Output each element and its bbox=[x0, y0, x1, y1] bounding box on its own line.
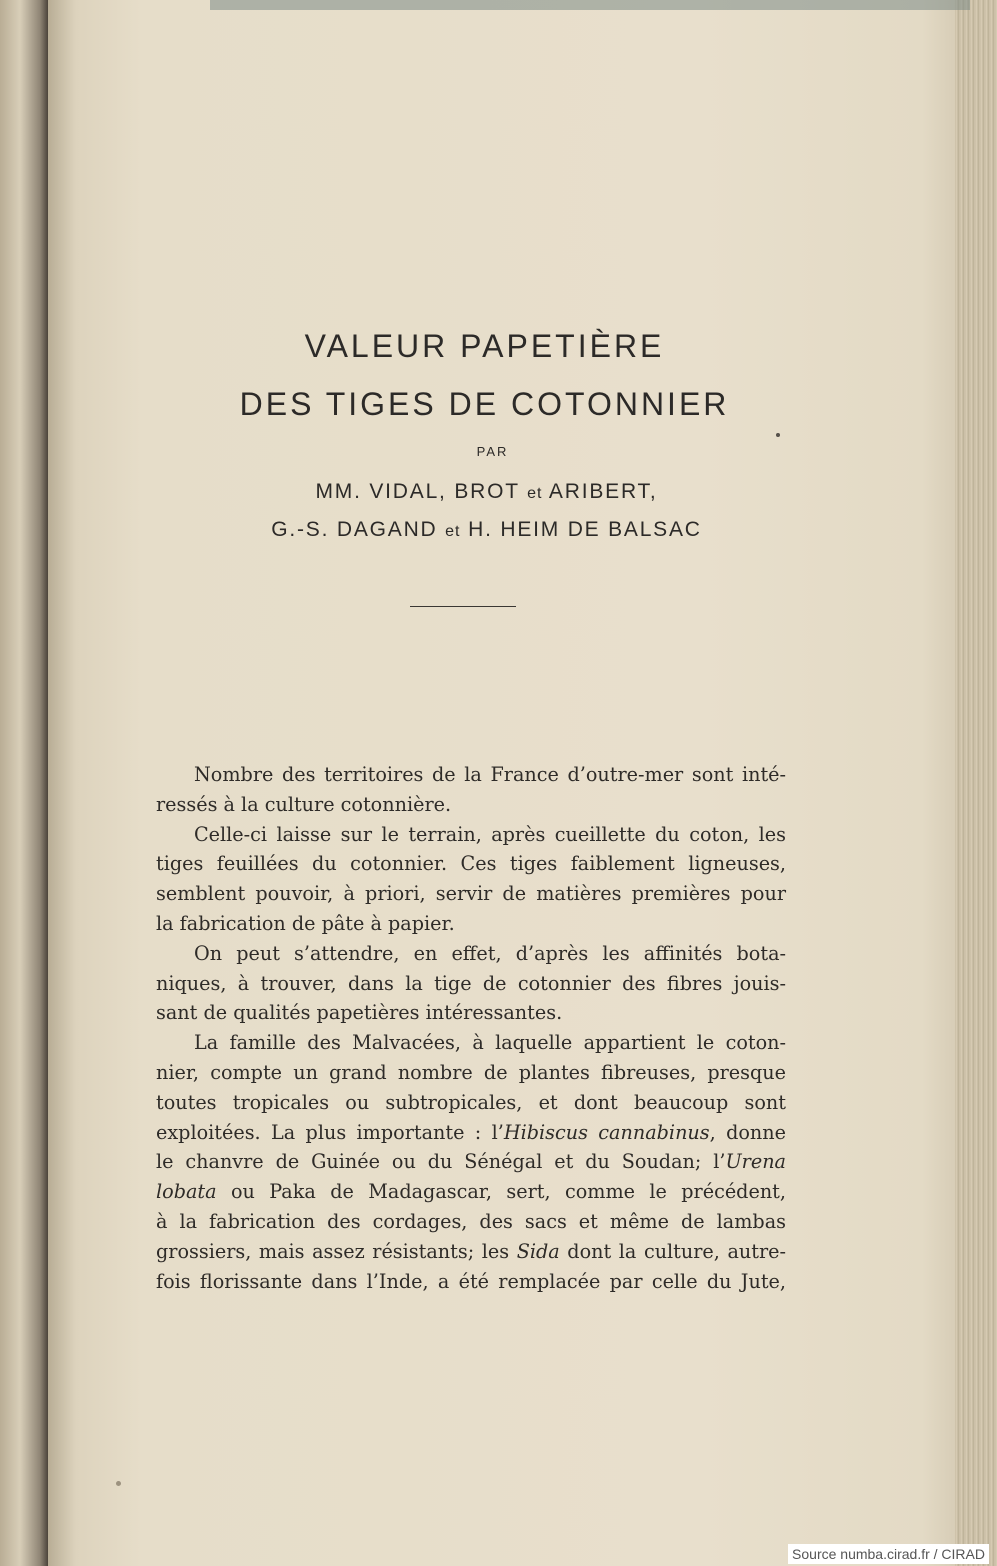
body-line: toutes tropicales ou subtropicales, et dont beaucoup sont bbox=[156, 1090, 786, 1114]
article-title-line-2: DES TIGES DE COTONNIER bbox=[239, 386, 730, 422]
authors-line-1 bbox=[0, 480, 985, 504]
body-text-run: le chanvre de Guinée ou du Sénégal et du Soudan; l’ bbox=[156, 1150, 726, 1174]
paper-speck bbox=[116, 1481, 121, 1486]
body-text-run: dont la culture, autre- bbox=[559, 1239, 786, 1263]
body-text-run: exploitées. La plus importante : l’ bbox=[156, 1120, 504, 1144]
body-line: On peut s’attendre, en effet, d’après les affinités bota- bbox=[194, 941, 786, 965]
body-line: ressés à la culture cotonnière. bbox=[156, 792, 452, 816]
byline-par: PAR bbox=[476, 444, 509, 459]
body-line: fois florissante dans l’Inde, a été remplacée par celle du Jute, bbox=[156, 1269, 786, 1293]
body-line bbox=[156, 1237, 786, 1267]
body-line bbox=[156, 1147, 786, 1177]
italic-species-name: Urena bbox=[725, 1150, 786, 1174]
body-text-run: ou Paka de Madagascar, sert, comme le précédent, bbox=[216, 1180, 786, 1204]
italic-species-name: Sida bbox=[516, 1239, 560, 1263]
body-line: La famille des Malvacées, à laquelle appartient le coton- bbox=[194, 1031, 786, 1055]
title-separator-rule bbox=[410, 606, 516, 607]
facing-page-edge bbox=[0, 0, 50, 1566]
binding-tape bbox=[210, 0, 970, 10]
body-line: à la fabrication des cordages, des sacs et même de lambas bbox=[156, 1209, 786, 1233]
italic-species-name: lobata bbox=[156, 1180, 217, 1204]
body-text-run: , donne bbox=[709, 1120, 786, 1144]
italic-species-name: Hibiscus cannabinus bbox=[503, 1120, 710, 1144]
body-line: nier, compte un grand nombre de plantes fibreuses, presque bbox=[156, 1060, 786, 1084]
body-line: la fabrication de pâte à papier. bbox=[156, 911, 455, 935]
body-line: niques, à trouver, dans la tige de cotonnier des fibres jouis- bbox=[156, 971, 786, 995]
authors-1-b: ARIBERT, bbox=[542, 480, 658, 503]
body-line bbox=[156, 1118, 786, 1148]
authors-2-a: G.-S. DAGAND bbox=[271, 518, 446, 541]
body-text-run: grossiers, mais assez résistants; les bbox=[156, 1239, 517, 1263]
body-line: Celle-ci laisse sur le terrain, après cueillette du coton, les bbox=[194, 822, 786, 846]
authors-2-b: H. HEIM DE BALSAC bbox=[460, 518, 702, 541]
ink-speck bbox=[776, 433, 780, 437]
body-line: semblent pouvoir, à priori, servir de matières premières pour bbox=[156, 882, 786, 906]
authors-1-a: MM. VIDAL, BROT bbox=[315, 480, 528, 503]
article-body bbox=[156, 760, 786, 1296]
source-credit[interactable]: Source numba.cirad.fr / CIRAD bbox=[788, 1544, 989, 1564]
body-line: Nombre des territoires de la France d’outre-mer sont inté- bbox=[194, 763, 786, 786]
article-title-line-1: VALEUR PAPETIÈRE bbox=[304, 328, 665, 364]
page-stack-edge bbox=[955, 0, 997, 1566]
body-line: tiges feuillées du cotonnier. Ces tiges faiblement ligneuses, bbox=[156, 852, 786, 876]
authors-2-et: et bbox=[445, 523, 461, 540]
body-line bbox=[156, 1177, 786, 1207]
authors-1-et: et bbox=[527, 485, 543, 502]
body-line: sant de qualités papetières intéressantes. bbox=[156, 1001, 563, 1025]
authors-line-2 bbox=[0, 518, 985, 542]
